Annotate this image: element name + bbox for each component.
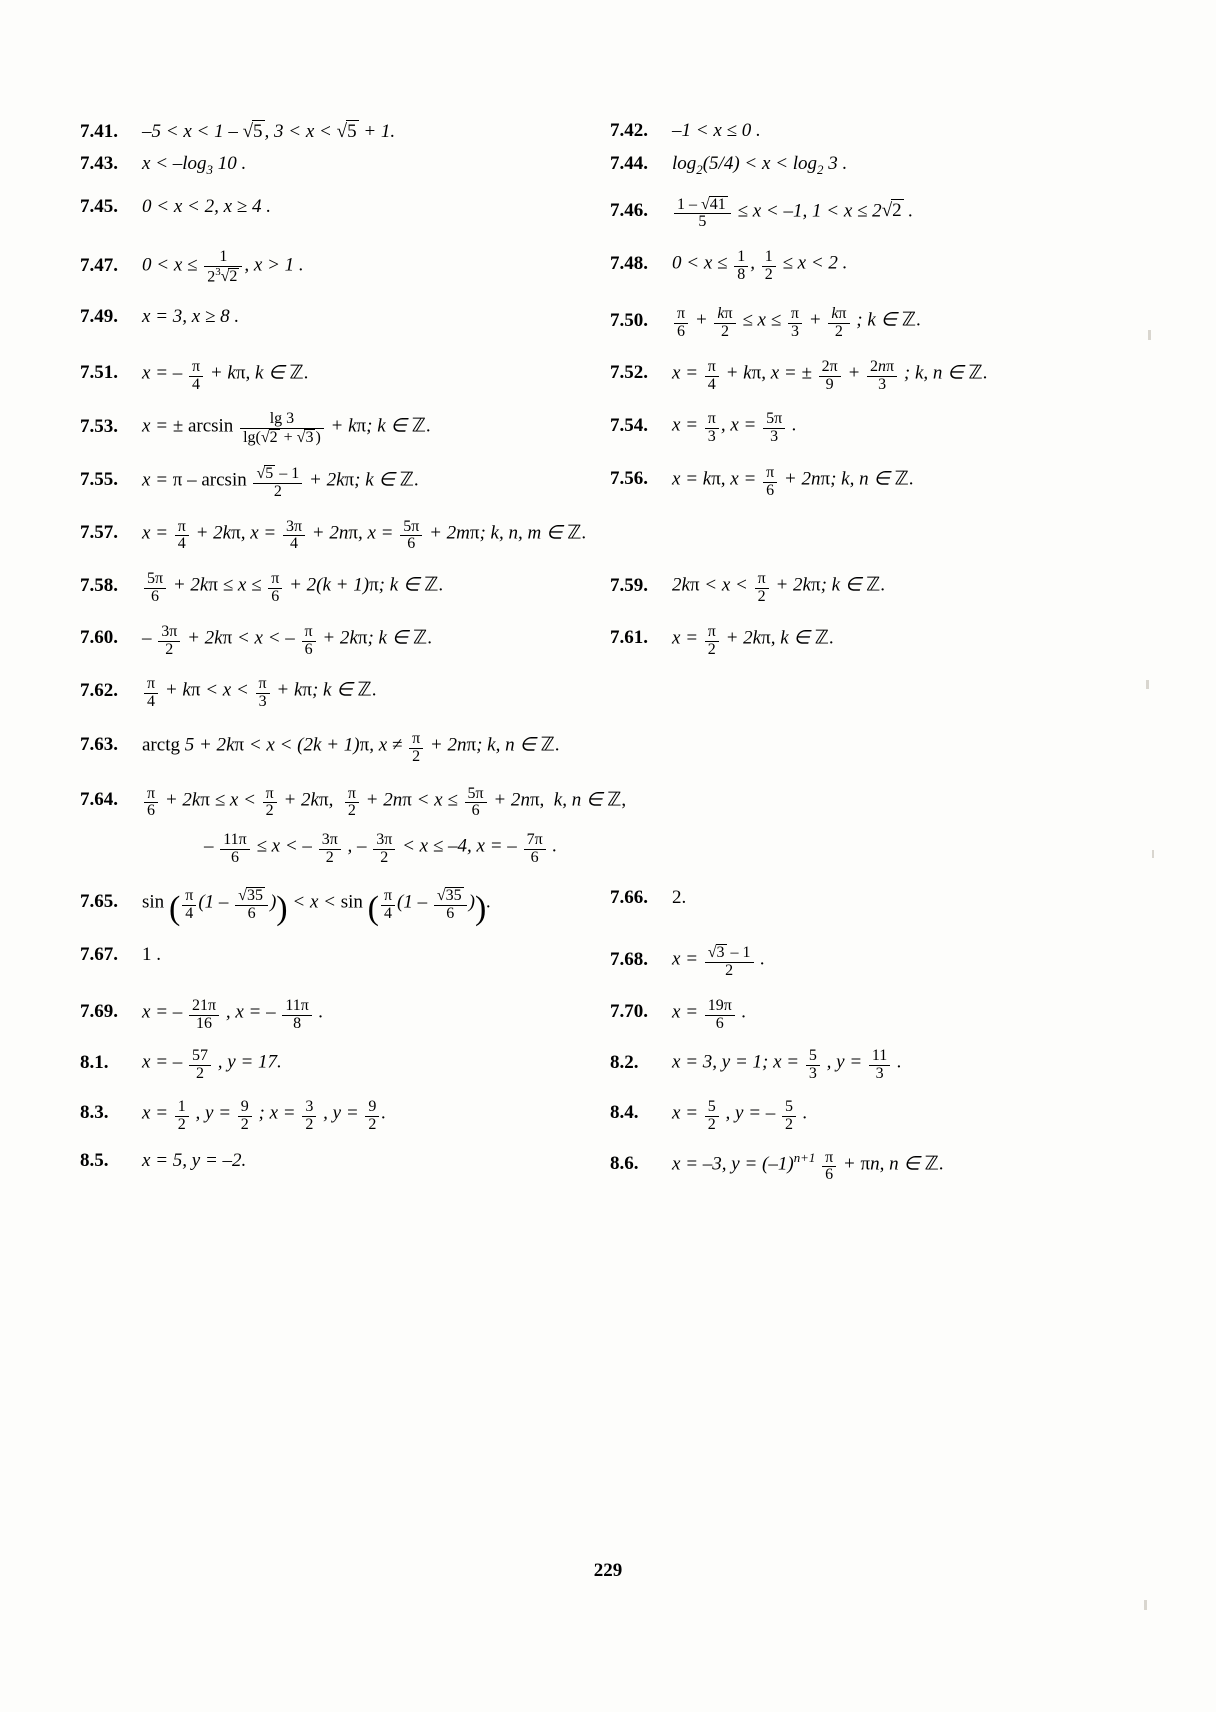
answer-number: 7.58.: [80, 574, 118, 596]
answer-number: 7.59.: [610, 574, 648, 596]
answer-number: 8.2.: [610, 1051, 639, 1073]
answer-number: 7.43.: [80, 153, 118, 174]
answer-number: 7.60.: [80, 627, 118, 649]
answer-entry-right: [610, 1099, 1140, 1134]
answer-entry-left: [80, 886, 610, 927]
answer-number: 7.55.: [80, 469, 118, 491]
answer-expression: –5 < x < 1 – √5 , 3 < x < √5 + 1.: [142, 121, 396, 142]
answer-expression: 2.: [672, 886, 687, 908]
answer-row: [80, 786, 1140, 821]
answer-entry-right: [610, 411, 1140, 446]
answer-number: 7.44.: [610, 153, 648, 174]
answer-expression: x = – $\frac{57}{2}$ , y = 17.: [142, 1047, 282, 1083]
answer-expression: $\frac{5\pi}{6}$ + 2kπ ≤ x ≤ $\frac{\pi}{6}$ + 2(k + 1)π; k ∈ ℤ.: [136, 571, 443, 606]
answer-number: 7.41.: [80, 121, 118, 142]
paper-speck: [1146, 680, 1149, 689]
answer-entry-right: [610, 359, 1140, 394]
answer-entry-left: [80, 196, 610, 218]
answer-number: 7.70.: [610, 1001, 648, 1023]
answer-entry-right: [610, 998, 1140, 1033]
answer-entry-left: [80, 624, 610, 659]
answer-expression: x = kπ, x = $\frac{\pi}{6}$ + 2nπ; k, n ∈ ℤ.: [672, 463, 914, 499]
answer-number: 7.42.: [610, 120, 648, 141]
answer-entry-left: [80, 1099, 610, 1134]
answer-number: 7.47.: [80, 254, 118, 276]
answer-expression: x = $\frac{\pi}{3}$ , x = $\frac{5\pi}{3}$ .: [672, 410, 797, 446]
answer-expression: 2kπ < x < $\frac{\pi}{2}$ + 2kπ; k ∈ ℤ.: [672, 570, 886, 605]
answer-row: [80, 998, 1140, 1033]
paper-speck: [1148, 330, 1151, 340]
answer-expression: x = $\frac{5}{2}$ , y = – $\frac{5}{2}$ .: [672, 1098, 808, 1133]
answer-expression: x = –3, $y = (-1)^{n+1}$ $\frac{\pi}{6}$ + πn, n ∈ ℤ.: [672, 1148, 944, 1184]
answer-entry-right: [610, 196, 1140, 232]
answer-entry-left: [80, 676, 1140, 711]
answer-expression: $\frac{\pi}{6}$ + 2kπ ≤ x < $\frac{\pi}{2}$ + 2kπ, $\frac{\pi}{2}$ + 2nπ < x ≤ $\frac{5\pi}{6}$ + 2nπ, k, n ∈ ℤ,: [136, 786, 626, 821]
answer-number: 7.66.: [610, 886, 648, 908]
answer-entry-right: [610, 624, 1140, 659]
answer-number: 7.56.: [610, 468, 648, 490]
answer-row: [80, 120, 1140, 143]
answer-expression: 0 < x ≤ $\frac{1}{8}$ , $\frac{1}{2}$ ≤ x < 2 .: [672, 248, 848, 284]
answer-number: 8.5.: [80, 1149, 109, 1171]
answer-entry-right: [610, 1150, 1140, 1185]
answer-expression: 0 < x < 2, x ≥ 4 .: [142, 195, 271, 217]
answer-number: 7.45.: [80, 195, 118, 217]
answer-entry-left: [80, 153, 610, 178]
answer-number: 7.64.: [80, 788, 118, 810]
paper-speck: [1144, 1600, 1147, 1610]
answer-expression: –1 < x ≤ 0 .: [672, 120, 761, 141]
answer-row: [80, 153, 1140, 178]
answer-expression: – $\frac{3\pi}{2}$ + 2kπ < x < – $\frac{\pi}{6}$ + 2kπ; k ∈ ℤ.: [142, 622, 432, 658]
answer-entry-right: [610, 944, 1140, 980]
answer-entry-right: [610, 887, 1140, 909]
answer-entry-left: [80, 306, 610, 328]
answer-entry-right: [610, 465, 1140, 500]
answer-entry-left: [80, 1048, 610, 1083]
answer-number: 7.68.: [610, 948, 648, 970]
answer-expression: $\frac{\pi}{4}$ + kπ < x < $\frac{\pi}{3}$ + kπ; k ∈ ℤ.: [136, 676, 376, 711]
answer-row: [80, 624, 1140, 659]
answer-entry-left: [80, 571, 610, 606]
answer-expression: x = 3, x ≥ 8 .: [142, 306, 240, 328]
answer-number: 7.49.: [80, 306, 118, 328]
answer-row: [80, 465, 1140, 501]
answer-row: [80, 1048, 1140, 1083]
answer-number: 7.52.: [610, 362, 648, 384]
answer-entry-right: [610, 306, 1140, 341]
answer-entry-right: [610, 249, 1140, 284]
answer-expression: x = $\frac{√3 - 1}{2}$ .: [672, 944, 766, 980]
answer-row: [80, 411, 1140, 447]
answer-row: [80, 944, 1140, 980]
answer-expression: x = $\frac{19\pi}{6}$ .: [672, 996, 747, 1032]
answer-row: [80, 731, 1140, 766]
answer-row: [80, 519, 1140, 554]
answer-expression: $\frac{\pi}{6}$ + $\frac{k\pi}{2}$ ≤ x ≤ $\frac{\pi}{3}$ + $\frac{k\pi}{2}$ ; k ∈ ℤ.: [666, 306, 921, 341]
answer-expression: x = π – arcsin $\frac{√5 - 1}{2}$ + 2kπ; k ∈ ℤ.: [142, 464, 419, 500]
answer-expression: – $\frac{11\pi}{6}$ ≤ x < – $\frac{3\pi}{2}$ , – $\frac{3\pi}{2}$ < x ≤ –4, x = – $\frac{7\pi}{6}$ .: [204, 831, 558, 866]
answer-entry-left: [80, 465, 610, 501]
answer-number: 7.67.: [80, 944, 118, 966]
answer-number: 8.1.: [80, 1051, 109, 1073]
answer-expression: sin ( $\frac{\pi}{4}$ (1 – $\frac{√35}{6}$ )) < x < sin ( $\frac{\pi}{4}$ (1 – $\frac{√35}{6}$ )).: [142, 886, 492, 927]
answer-row: [80, 676, 1140, 711]
answer-number: 8.4.: [610, 1102, 639, 1124]
answer-number: 8.6.: [610, 1153, 639, 1175]
answer-expression: x = $\frac{\pi}{4}$ + 2kπ, x = $\frac{3\pi}{4}$ + 2nπ, x = $\frac{5\pi}{6}$ + 2mπ; k, n, m ∈ ℤ.: [142, 517, 587, 553]
answer-expression: $\log_2(5/4) < x < \log_2 3$ .: [672, 153, 848, 177]
answer-entry-right: [610, 120, 1140, 142]
answer-row: [80, 359, 1140, 394]
answer-expression: x = 5, y = –2.: [142, 1149, 247, 1171]
answer-expression: x = $\frac{1}{2}$ , y = $\frac{9}{2}$ ; x = $\frac{3}{2}$ , y = $\frac{9}{2}$ .: [142, 1098, 387, 1133]
answer-entry-left: [80, 832, 1140, 867]
answer-expression: x = $\frac{\pi}{4}$ + kπ, x = ± $\frac{2\pi}{9}$ + $\frac{2n\pi}{3}$ ; k, n ∈ ℤ.: [672, 357, 988, 393]
answer-entry-right: [610, 571, 1140, 606]
answer-expression: x = ± arcsin $\frac{\lg 3}{\lg(√2 + √3 )}$ + kπ; k ∈ ℤ.: [142, 410, 431, 447]
answer-expression: x = 3, y = 1; x = $\frac{5}{3}$ , y = $\frac{11}{3}$ .: [672, 1047, 902, 1083]
answer-number: 7.65.: [80, 891, 118, 913]
answer-expression: $x < -\log_3$ 10 .: [142, 153, 247, 177]
answer-expression: 0 < x ≤ $\frac{1}{2^3√2}$ , x > 1 .: [142, 248, 304, 286]
answer-entry-left: [80, 359, 610, 394]
answer-expression: 1 .: [142, 944, 161, 966]
answer-entry-left: [80, 411, 610, 447]
answer-entry-left: [80, 786, 1140, 821]
answer-entry-left: [80, 998, 610, 1033]
answer-entry-right: [610, 1048, 1140, 1083]
answer-number: 7.62.: [80, 679, 118, 701]
answer-entry-left: [80, 1150, 610, 1172]
answer-expression: x = – $\frac{21\pi}{16}$ , x = – $\frac{11\pi}{8}$ .: [142, 996, 324, 1032]
answer-row: [80, 886, 1140, 927]
answer-expression: x = – $\frac{\pi}{4}$ + kπ, k ∈ ℤ.: [142, 357, 309, 393]
answer-number: 7.57.: [80, 521, 118, 543]
answer-number: 7.46.: [610, 200, 648, 222]
page-number: 229: [593, 1560, 623, 1581]
paper-speck: [1152, 850, 1154, 858]
answer-number: 7.63.: [80, 734, 118, 756]
answer-row: [80, 249, 1140, 286]
answers-list: [80, 120, 1140, 1184]
answer-entry-left: [80, 120, 610, 143]
answer-number: 7.48.: [610, 252, 648, 274]
answer-entry-left: [80, 731, 1140, 766]
answer-expression: arctg 5 + 2kπ < x < (2k + 1)π, x ≠ $\frac{\pi}{2}$ + 2nπ; k, n ∈ ℤ.: [142, 729, 560, 765]
answer-number: 7.53.: [80, 415, 118, 437]
answer-row: [80, 571, 1140, 606]
answer-entry-left: [80, 519, 1140, 554]
answer-row: [80, 1099, 1140, 1134]
answer-row: [80, 196, 1140, 232]
answer-expression: $\frac{1 - √41}{5}$ ≤ x < –1, 1 < x ≤ 2√2 .: [666, 196, 913, 232]
answer-expression: x = $\frac{\pi}{2}$ + 2kπ, k ∈ ℤ.: [672, 622, 834, 658]
answer-entry-left: [80, 249, 610, 286]
answer-number: 7.69.: [80, 1001, 118, 1023]
answer-row: [80, 1150, 1140, 1185]
answer-entry-right: [610, 153, 1140, 178]
answer-number: 7.61.: [610, 627, 648, 649]
answer-row: [80, 306, 1140, 341]
answer-row: [80, 832, 1140, 867]
answer-number: 7.51.: [80, 362, 118, 384]
answer-number: 7.50.: [610, 309, 648, 331]
answer-number: 7.54.: [610, 414, 648, 436]
answer-number: 8.3.: [80, 1102, 109, 1124]
answer-entry-left: [80, 944, 610, 966]
